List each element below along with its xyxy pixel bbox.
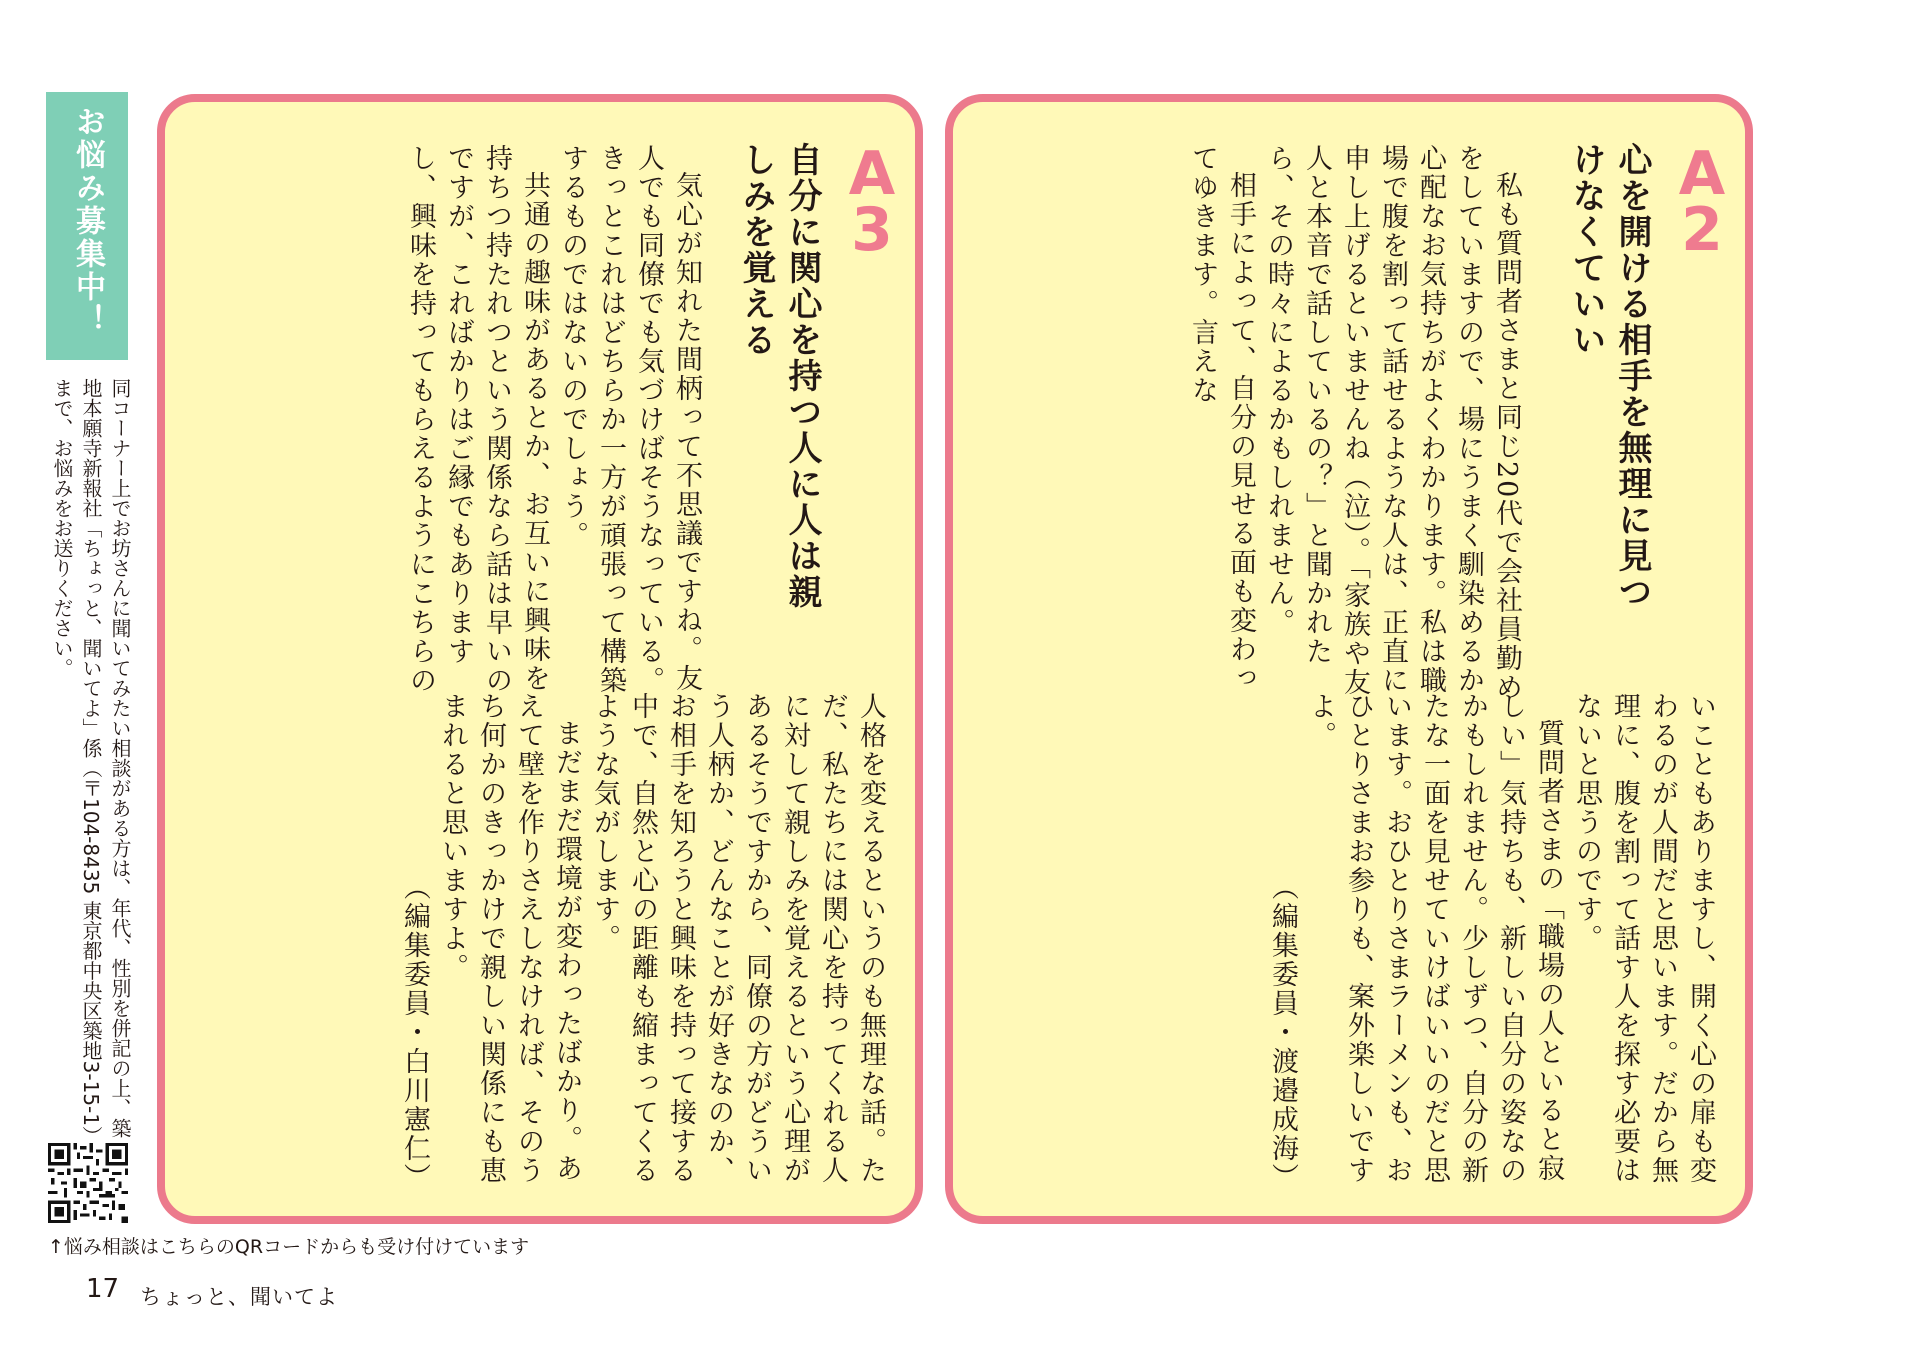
signature: （編集委員・白川憲仁） — [399, 873, 430, 1192]
answer-body-a2-upper — [985, 144, 1525, 714]
answer-label-a2 — [1667, 139, 1737, 265]
paragraph: 相手によって、自分の見せる面も変わってゆきます。言えな — [1187, 144, 1256, 693]
answer-label-number: 3 — [851, 195, 893, 265]
paragraph: まだまだ環境が変わったばかり。あえて壁を作りさえしなければ、そのうち何かのきっかけで親しい関係にも恵まれると思いますよ。 — [437, 692, 582, 1185]
recruit-tab — [46, 92, 128, 360]
answer-card-a2 — [945, 94, 1753, 1224]
paragraph: 共通の趣味があるとか、お互いに興味を持ちつ持たれつという関係なら話は早いのですが、こればかりはご縁でもありますし、興味を持ってもらえるようにこちらの — [405, 144, 550, 695]
recruit-label: お悩み募集中！ — [70, 106, 105, 337]
paragraph: 質問者さまの「職場の人といると寂しい」気持ちも、新しい自分の姿なのかもしれません。少しずつ、自分の新たな一面を見せていけばいいのだと思います。おひとりさまラーメンも、おひとりさまお参りも、案外楽しいですよ。 — [1305, 692, 1564, 1185]
paragraph: いこともありますし、開く心の扉も変わるのが人間だと思います。だから無理に、腹を割って話す人を探す必要はないと思うのです。 — [1571, 692, 1716, 1185]
answer-card-a3 — [157, 94, 923, 1224]
paragraph: 人格を変えるというのも無理な話。ただ、私たちには関心を持ってくれる人に対して親しみを覚えるという心理があるそうですから、同僚の方がどういう人柄か、どんなことが好きなのか、お相手を知ろうと興味を持って接する中で、自然と心の距離も縮まってくるような気がします。 — [589, 692, 886, 1185]
answer-label-number: 2 — [1681, 195, 1723, 265]
answer-body-a3-upper — [345, 144, 705, 714]
paragraph: 気心が知れた間柄って不思議ですね。友人でも同僚でも気づけばそうなっている。きっとこれはどちらか一方が頑張って構築するものではないのでしょう。 — [557, 144, 702, 695]
answer-title-a2: 心を開ける相手を無理に見つけなくていい — [1566, 142, 1652, 610]
answer-label-a3 — [837, 139, 907, 265]
signature: （編集委員・渡邉成海） — [1267, 873, 1298, 1192]
page-number: 17 — [86, 1274, 120, 1304]
answer-label-letter: A — [848, 139, 896, 209]
paragraph: 私も質問者さまと同じ20代で会社員勤めをしていますので、場にうまく馴染めるか心配なお気持ちがよくわかります。私は職場で腹を割って話せるような人は、正直に申し上げるといませんね（泣）。「家族や友人と本音で話しているの？」と聞かれたら、その時々によるかもしれません。 — [1263, 144, 1522, 703]
answer-title-a3: 自分に関心を持つ人に人は親しみを覚える — [736, 142, 822, 610]
recruit-instructions: 同コーナー上でお坊さんに聞いてみたい相談がある方は、年代、性別を併記の上、築地本願寺新報社「ちょっと、聞いてよ」係（〒104-8435 東京都中央区築地3-15-1）まで、お悩みをお送りください。 — [50, 378, 132, 1138]
answer-label-letter: A — [1678, 139, 1726, 209]
answer-body-a2-lower — [959, 692, 1719, 1192]
answer-body-a3-lower — [157, 692, 889, 1192]
qr-code-icon[interactable] — [48, 1143, 128, 1223]
qr-caption: ↑悩み相談はこちらのQRコードからも受け付けています — [48, 1236, 530, 1258]
footer-title: ちょっと、聞いてよ — [140, 1285, 338, 1309]
